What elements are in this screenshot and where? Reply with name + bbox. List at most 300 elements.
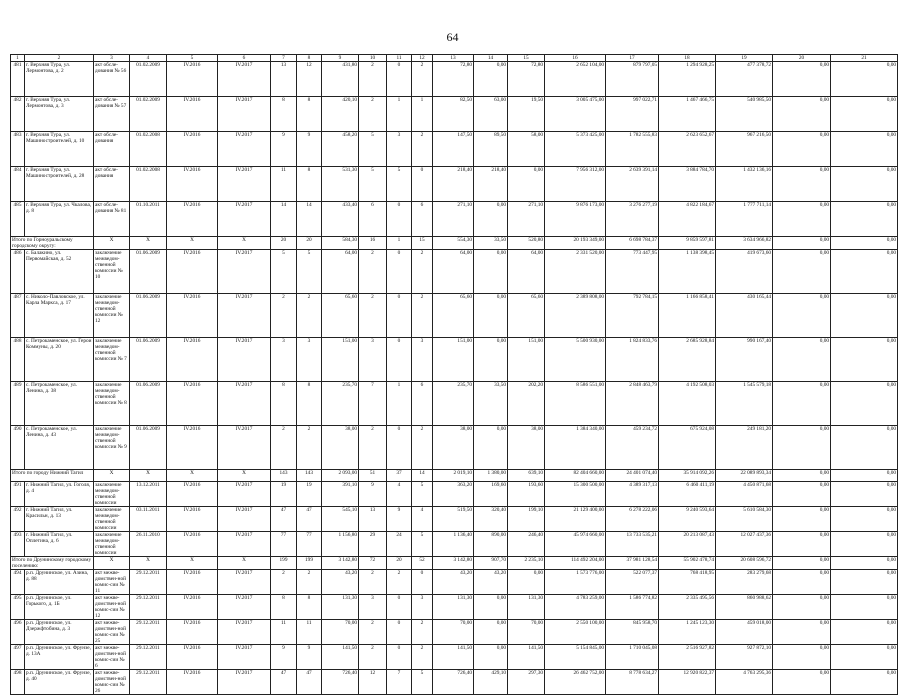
cell-col-20: 0,00 [773, 62, 831, 97]
cell-col-6: IV.2017 [218, 570, 271, 595]
cell-col-18: 675 924,08 [659, 426, 716, 470]
cell-col-10: 29 [359, 532, 387, 557]
subtotal-cell-col-18: 9 859 597,81 [659, 237, 716, 250]
cell-col-10: 7 [359, 382, 387, 426]
subtotal-cell-col-21: 0,00 [831, 470, 898, 482]
cell-col-16: 1 573 776,00 [545, 570, 606, 595]
cell-col-1: 485 [11, 202, 25, 237]
cell-col-3: акт межве-домствен-ной комис-сии № 6 [94, 645, 130, 670]
cell-col-8: 2 [297, 294, 322, 338]
cell-col-4: 01.02.2008 [130, 167, 167, 202]
cell-col-3: заключение межведом-ственной комиссии № 10 [94, 250, 130, 294]
cell-col-19: 927 872,10 [716, 645, 773, 670]
cell-col-10: 2 [359, 294, 387, 338]
cell-col-1: 492 [11, 507, 25, 532]
cell-col-1: 490 [11, 426, 25, 470]
cell-col-3: заключение межведом-ственной комиссии [94, 507, 130, 532]
cell-col-12: 0 [412, 570, 433, 595]
cell-col-11: 0 [387, 294, 412, 338]
cell-col-19: 990 167,40 [716, 338, 773, 382]
cell-col-14: 218,40 [474, 167, 508, 202]
cell-col-20: 0,00 [773, 595, 831, 620]
cell-col-16: 5 373 425,00 [545, 132, 606, 167]
cell-col-9: 70,00 [322, 620, 359, 645]
cell-col-21: 0,00 [831, 97, 898, 132]
cell-col-5: IV.2016 [167, 426, 218, 470]
cell-col-15: 64,00 [508, 250, 545, 294]
cell-col-13: 72,80 [433, 62, 474, 97]
cell-col-6: IV.2017 [218, 595, 271, 620]
cell-col-18: 1 166 858,41 [659, 294, 716, 338]
cell-col-7: 11 [271, 620, 297, 645]
subtotal-cell-col-17: 24 401 074,40 [606, 470, 659, 482]
cell-col-18: 768 418,95 [659, 570, 716, 595]
cell-col-11: 7 [387, 670, 412, 695]
subtotal-label: Итого по Горноуральскому городскому округу: [11, 237, 94, 250]
subtotal-row [11, 470, 898, 482]
cell-col-3: акт межве-домствен-ной комис-сии № 12 [94, 595, 130, 620]
cell-col-7: 9 [271, 132, 297, 167]
cell-col-16: 5 500 930,00 [545, 338, 606, 382]
cell-col-4: 29.12.2011 [130, 620, 167, 645]
cell-col-9: 131,30 [322, 595, 359, 620]
column-number-14: 14 [474, 55, 508, 62]
cell-col-19: 459 018,00 [716, 620, 773, 645]
cell-col-8: 8 [297, 97, 322, 132]
cell-col-15: 58,00 [508, 132, 545, 167]
cell-col-4: 29.12.2011 [130, 595, 167, 620]
cell-col-15: 65,60 [508, 294, 545, 338]
cell-col-16: 15 300 500,00 [545, 482, 606, 507]
subtotal-cell-col-18: 55 902 478,74 [659, 557, 716, 570]
cell-col-21: 0,00 [831, 482, 898, 507]
cell-col-12: 1 [412, 97, 433, 132]
cell-col-12: 2 [412, 132, 433, 167]
cell-col-8: 3 [297, 338, 322, 382]
cell-col-12: 2 [412, 426, 433, 470]
cell-col-18: 20 213 087,43 [659, 532, 716, 557]
column-number-6: 6 [218, 55, 271, 62]
table-row [11, 202, 898, 237]
cell-col-13: 147,50 [433, 132, 474, 167]
cell-col-18: 6 460 411,19 [659, 482, 716, 507]
cell-col-16: 2 550 100,00 [545, 620, 606, 645]
cell-col-10: 3 [359, 595, 387, 620]
cell-col-10: 12 [359, 670, 387, 695]
cell-col-16: 21 129 400,00 [545, 507, 606, 532]
cell-col-2: р.п. Друнинское, ул. Азина, д. 88 [25, 570, 94, 595]
cell-col-13: 1 136,40 [433, 532, 474, 557]
subtotal-cell-col-20: 0,00 [773, 557, 831, 570]
cell-col-20: 0,00 [773, 532, 831, 557]
cell-col-18: 2 685 928,84 [659, 338, 716, 382]
cell-col-15: 72,80 [508, 62, 545, 97]
cell-col-11: 0 [387, 426, 412, 470]
column-number-13: 13 [433, 55, 474, 62]
cell-col-11: 9 [387, 507, 412, 532]
cell-col-4: 29.12.2011 [130, 645, 167, 670]
cell-col-10: 2 [359, 97, 387, 132]
cell-col-11: 5 [387, 167, 412, 202]
cell-col-12: 5 [412, 670, 433, 695]
cell-col-2: с. Петрокаменское, ул. Ленина, д. 43 [25, 426, 94, 470]
cell-col-15: 141,50 [508, 645, 545, 670]
cell-col-16: 45 974 660,00 [545, 532, 606, 557]
cell-col-3: акт межве-домствен-ной комис-сии № 11 [94, 570, 130, 595]
cell-col-18: 2 335 495,56 [659, 595, 716, 620]
cell-col-2: р.п. Друнинское, ул. Фрунзе, д. 13А [25, 645, 94, 670]
cell-col-20: 0,00 [773, 426, 831, 470]
cell-col-6: IV.2017 [218, 620, 271, 645]
subtotal-cell-col-11: 37 [387, 470, 412, 482]
cell-col-17: 3 276 277,19 [606, 202, 659, 237]
cell-col-14: 0,00 [474, 426, 508, 470]
subtotal-label: Итого по Друнинскому городскому поселению: [11, 557, 94, 570]
cell-col-8: 77 [297, 532, 322, 557]
cell-col-12: 4 [412, 507, 433, 532]
cell-col-3: акт обсле-дования [94, 167, 130, 202]
table-row [11, 670, 898, 695]
cell-col-16: 9 876 173,00 [545, 202, 606, 237]
cell-col-1: 487 [11, 294, 25, 338]
table-row [11, 507, 898, 532]
cell-col-14: 0,00 [474, 645, 508, 670]
cell-col-1: 494 [11, 570, 25, 595]
cell-col-21: 0,00 [831, 620, 898, 645]
cell-col-19: 5 610 584,30 [716, 507, 773, 532]
cell-col-2: р.п. Друнинское, ул. Горького, д. 1Б [25, 595, 94, 620]
cell-col-18: 4 822 184,67 [659, 202, 716, 237]
cell-col-6: IV.2017 [218, 426, 271, 470]
cell-col-19: 540 985,50 [716, 97, 773, 132]
cell-col-14: 320,40 [474, 507, 508, 532]
cell-col-19: 860 988,62 [716, 595, 773, 620]
cell-col-10: 2 [359, 426, 387, 470]
register-table [10, 54, 898, 695]
cell-col-3: заключение межведом-ственной комиссии № 9 [94, 426, 130, 470]
cell-col-6: IV.2017 [218, 670, 271, 695]
cell-col-1: 482 [11, 97, 25, 132]
cell-col-10: 5 [359, 167, 387, 202]
cell-col-17: 997 022,71 [606, 97, 659, 132]
cell-col-2: г. Верхняя Тура, ул. Чкалова, д. 8 [25, 202, 94, 237]
cell-col-7: 2 [271, 570, 297, 595]
cell-col-7: 47 [271, 670, 297, 695]
cell-col-20: 0,00 [773, 507, 831, 532]
cell-col-21: 0,00 [831, 570, 898, 595]
cell-col-6: IV.2017 [218, 645, 271, 670]
cell-col-2: с. Николо-Павловское, ул. Карла Маркса, д. 17 [25, 294, 94, 338]
cell-col-9: 1 156,80 [322, 532, 359, 557]
cell-col-9: 38,00 [322, 426, 359, 470]
cell-col-13: 235,70 [433, 382, 474, 426]
cell-col-19: 419 673,60 [716, 250, 773, 294]
cell-col-9: 726,40 [322, 670, 359, 695]
cell-col-3: акт обсле-дования № 81 [94, 202, 130, 237]
subtotal-cell-col-3: X [94, 237, 130, 250]
subtotal-cell-col-9: 2 093,00 [322, 470, 359, 482]
cell-col-10: 2 [359, 570, 387, 595]
cell-col-11: 1 [387, 382, 412, 426]
cell-col-1: 491 [11, 482, 25, 507]
table-header [11, 55, 898, 62]
cell-col-3: заключение межведом-ственной комиссии № 7 [94, 338, 130, 382]
cell-col-7: 11 [271, 167, 297, 202]
cell-col-11: 0 [387, 620, 412, 645]
subtotal-cell-col-5: X [167, 237, 218, 250]
subtotal-cell-col-7: 20 [271, 237, 297, 250]
subtotal-cell-col-10: 51 [359, 470, 387, 482]
cell-col-2: г. Нижний Тагил, ул. Оплетина, д. 6 [25, 532, 94, 557]
cell-col-9: 458,20 [322, 132, 359, 167]
table-row [11, 620, 898, 645]
cell-col-6: IV.2017 [218, 482, 271, 507]
subtotal-cell-col-18: 35 914 092,26 [659, 470, 716, 482]
cell-col-10: 5 [359, 132, 387, 167]
cell-col-21: 0,00 [831, 294, 898, 338]
cell-col-5: IV.2016 [167, 507, 218, 532]
cell-col-12: 5 [412, 482, 433, 507]
subtotal-cell-col-14: 1 380,00 [474, 470, 508, 482]
cell-col-14: 0,00 [474, 294, 508, 338]
subtotal-cell-col-6: X [218, 237, 271, 250]
cell-col-6: IV.2017 [218, 507, 271, 532]
cell-col-5: IV.2016 [167, 294, 218, 338]
table-row [11, 62, 898, 97]
cell-col-14: 169,60 [474, 482, 508, 507]
cell-col-9: 431,80 [322, 62, 359, 97]
subtotal-cell-col-16: 114 492 204,00 [545, 557, 606, 570]
cell-col-4: 29.12.2011 [130, 670, 167, 695]
subtotal-cell-col-20: 0,00 [773, 237, 831, 250]
cell-col-18: 2 516 927,82 [659, 645, 716, 670]
cell-col-12: 3 [412, 595, 433, 620]
cell-col-19: 12 027 437,36 [716, 532, 773, 557]
column-number-9: 9 [322, 55, 359, 62]
cell-col-15: 0,00 [508, 167, 545, 202]
cell-col-17: 845 958,70 [606, 620, 659, 645]
cell-col-14: 0,00 [474, 202, 508, 237]
cell-col-1: 495 [11, 595, 25, 620]
cell-col-20: 0,00 [773, 250, 831, 294]
subtotal-cell-col-21: 0,00 [831, 557, 898, 570]
cell-col-2: г. Нижний Тагил, ул. Гоголя, д. 4 [25, 482, 94, 507]
subtotal-cell-col-20: 0,00 [773, 470, 831, 482]
subtotal-cell-col-12: 15 [412, 237, 433, 250]
cell-col-4: 01.06.2009 [130, 250, 167, 294]
cell-col-19: 1 432 136,16 [716, 167, 773, 202]
table-row [11, 167, 898, 202]
cell-col-21: 0,00 [831, 202, 898, 237]
subtotal-cell-col-10: 16 [359, 237, 387, 250]
subtotal-cell-col-11: 1 [387, 237, 412, 250]
cell-col-7: 8 [271, 97, 297, 132]
cell-col-21: 0,00 [831, 250, 898, 294]
cell-col-13: 519,50 [433, 507, 474, 532]
table-row [11, 426, 898, 470]
cell-col-11: 3 [387, 132, 412, 167]
cell-col-20: 0,00 [773, 382, 831, 426]
cell-col-14: 0,00 [474, 620, 508, 645]
cell-col-1: 498 [11, 670, 25, 695]
subtotal-cell-col-13: 2 019,10 [433, 470, 474, 482]
cell-col-12: 2 [412, 250, 433, 294]
column-number-row [11, 55, 898, 62]
cell-col-8: 8 [297, 167, 322, 202]
cell-col-15: 19,50 [508, 97, 545, 132]
cell-col-21: 0,00 [831, 532, 898, 557]
cell-col-15: 0,00 [508, 570, 545, 595]
table-row [11, 532, 898, 557]
cell-col-21: 0,00 [831, 132, 898, 167]
subtotal-cell-col-5: X [167, 470, 218, 482]
cell-col-3: заключение межведом-ственной комиссии № 12 [94, 294, 130, 338]
cell-col-1: 484 [11, 167, 25, 202]
column-number-12: 12 [412, 55, 433, 62]
cell-col-7: 19 [271, 482, 297, 507]
cell-col-10: 2 [359, 250, 387, 294]
cell-col-17: 4 389 317,13 [606, 482, 659, 507]
cell-col-3: акт межве-домствен-ной комис-сии № 25 [94, 620, 130, 645]
cell-col-17: 773 447,95 [606, 250, 659, 294]
subtotal-cell-col-11: 20 [387, 557, 412, 570]
cell-col-10: 9 [359, 482, 387, 507]
cell-col-2: г. Верхняя Тура, ул. Машиностроителей, д. 10 [25, 132, 94, 167]
cell-col-7: 13 [271, 62, 297, 97]
cell-col-14: 890,00 [474, 532, 508, 557]
column-number-18: 18 [659, 55, 716, 62]
subtotal-cell-col-15: 2 235,10 [508, 557, 545, 570]
cell-col-9: 420,10 [322, 97, 359, 132]
column-number-5: 5 [167, 55, 218, 62]
cell-col-15: 246,40 [508, 532, 545, 557]
cell-col-14: 89,50 [474, 132, 508, 167]
cell-col-14: 0,00 [474, 250, 508, 294]
cell-col-16: 8 586 551,00 [545, 382, 606, 426]
subtotal-cell-col-19: 22 089 893,34 [716, 470, 773, 482]
cell-col-11: 2 [387, 570, 412, 595]
cell-col-17: 2 848 463,79 [606, 382, 659, 426]
column-number-7: 7 [271, 55, 297, 62]
cell-col-11: 1 [387, 97, 412, 132]
subtotal-cell-col-5: X [167, 557, 218, 570]
cell-col-4: 01.02.2009 [130, 97, 167, 132]
cell-col-2: с. Балакино, ул. Первомайская, д. 52 [25, 250, 94, 294]
cell-col-10: 13 [359, 507, 387, 532]
cell-col-9: 391,10 [322, 482, 359, 507]
cell-col-2: г. Верхняя Тура, ул. Машиностроителей, д. 28 [25, 167, 94, 202]
cell-col-7: 8 [271, 382, 297, 426]
cell-col-18: 1 245 123,30 [659, 620, 716, 645]
cell-col-7: 14 [271, 202, 297, 237]
cell-col-3: заключение межведом-ственной комиссии № 8 [94, 382, 130, 426]
table-row [11, 132, 898, 167]
cell-col-8: 47 [297, 670, 322, 695]
cell-col-9: 531,30 [322, 167, 359, 202]
cell-col-12: 2 [412, 620, 433, 645]
cell-col-18: 2 623 652,67 [659, 132, 716, 167]
cell-col-4: 01.06.2009 [130, 294, 167, 338]
table-row [11, 338, 898, 382]
cell-col-7: 3 [271, 338, 297, 382]
cell-col-1: 489 [11, 382, 25, 426]
subtotal-cell-col-14: 33,50 [474, 237, 508, 250]
cell-col-14: 63,00 [474, 97, 508, 132]
cell-col-11: 0 [387, 338, 412, 382]
cell-col-2: р.п. Друнинское, ул. Фрунзе, д. 40 [25, 670, 94, 695]
cell-col-9: 545,10 [322, 507, 359, 532]
table-row [11, 250, 898, 294]
cell-col-15: 202,20 [508, 382, 545, 426]
cell-col-5: IV.2016 [167, 620, 218, 645]
cell-col-20: 0,00 [773, 294, 831, 338]
cell-col-14: 43,20 [474, 570, 508, 595]
subtotal-cell-col-4: X [130, 470, 167, 482]
cell-col-16: 26 462 752,00 [545, 670, 606, 695]
subtotal-cell-col-3: X [94, 557, 130, 570]
cell-col-5: IV.2016 [167, 670, 218, 695]
cell-col-6: IV.2017 [218, 62, 271, 97]
column-number-17: 17 [606, 55, 659, 62]
cell-col-5: IV.2016 [167, 202, 218, 237]
cell-col-8: 8 [297, 382, 322, 426]
cell-col-8: 8 [297, 595, 322, 620]
cell-col-10: 6 [359, 202, 387, 237]
subtotal-cell-col-9: 3 142,80 [322, 557, 359, 570]
cell-col-13: 363,20 [433, 482, 474, 507]
table-row [11, 382, 898, 426]
cell-col-13: 70,00 [433, 620, 474, 645]
column-number-16: 16 [545, 55, 606, 62]
cell-col-3: заключение межведом-ственной комиссии [94, 482, 130, 507]
cell-col-3: акт обсле-дования № 56 [94, 62, 130, 97]
cell-col-17: 6 278 222,06 [606, 507, 659, 532]
column-number-21: 21 [831, 55, 898, 62]
cell-col-5: IV.2016 [167, 250, 218, 294]
cell-col-19: 1 777 711,14 [716, 202, 773, 237]
table-row [11, 645, 898, 670]
column-number-10: 10 [359, 55, 387, 62]
cell-col-8: 47 [297, 507, 322, 532]
cell-col-4: 03.11.2011 [130, 507, 167, 532]
subtotal-cell-col-16: 82 404 660,00 [545, 470, 606, 482]
subtotal-cell-col-9: 584,30 [322, 237, 359, 250]
cell-col-10: 2 [359, 62, 387, 97]
cell-col-8: 12 [297, 62, 322, 97]
cell-col-5: IV.2016 [167, 482, 218, 507]
cell-col-12: 3 [412, 338, 433, 382]
table-row [11, 570, 898, 595]
cell-col-17: 459 234,72 [606, 426, 659, 470]
cell-col-4: 01.06.2009 [130, 338, 167, 382]
cell-col-1: 488 [11, 338, 25, 382]
subtotal-cell-col-8: 143 [297, 470, 322, 482]
cell-col-1: 483 [11, 132, 25, 167]
cell-col-12: 0 [412, 167, 433, 202]
subtotal-cell-col-3: X [94, 470, 130, 482]
subtotal-cell-col-13: 554,30 [433, 237, 474, 250]
subtotal-cell-col-17: 37 981 128,54 [606, 557, 659, 570]
subtotal-cell-col-12: 52 [412, 557, 433, 570]
cell-col-17: 1 710 045,08 [606, 645, 659, 670]
cell-col-16: 2 652 104,00 [545, 62, 606, 97]
cell-col-12: 5 [412, 532, 433, 557]
cell-col-18: 4 192 508,03 [659, 382, 716, 426]
cell-col-5: IV.2016 [167, 645, 218, 670]
cell-col-20: 0,00 [773, 482, 831, 507]
cell-col-1: 497 [11, 645, 25, 670]
cell-col-11: 24 [387, 532, 412, 557]
